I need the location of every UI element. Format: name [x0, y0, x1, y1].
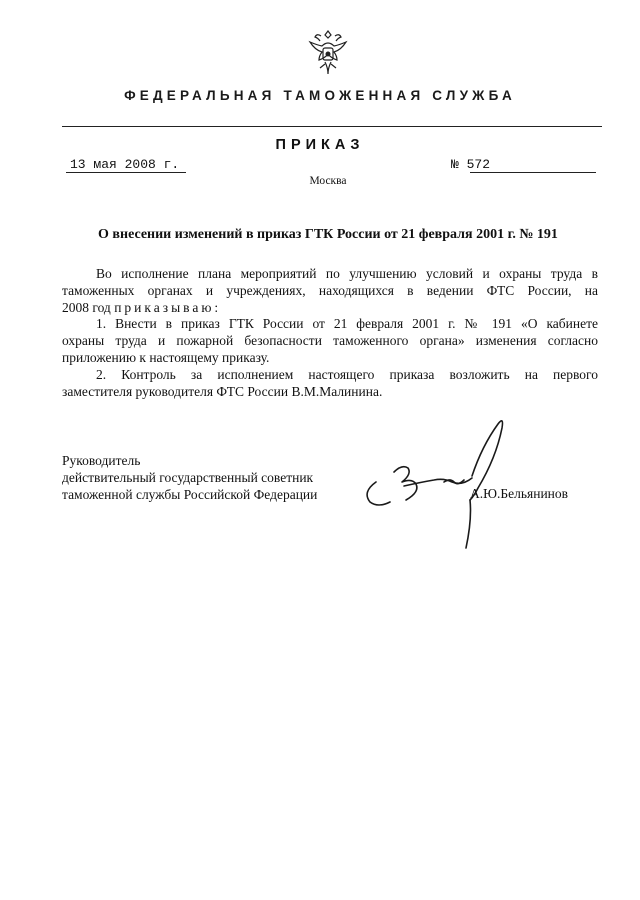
- document-type: ПРИКАЗ: [275, 137, 365, 153]
- preamble-line-3-prefix: 2008 год: [62, 300, 115, 315]
- order-number: № 572: [451, 157, 491, 172]
- item-1-paragraph: [62, 315, 598, 366]
- signatory-title-line-1: Руководитель: [62, 453, 141, 468]
- preamble-line-2: таможенных органах и учреждениях, находящихся в ведении ФТС России, на: [62, 283, 598, 298]
- signer-name: А.Ю.Бельянинов: [470, 486, 569, 501]
- item-2-line-2: заместителя руководителя ФТС России В.М.Малинина.: [62, 384, 383, 399]
- signatory-title-line-2: действительный государственный советник: [62, 470, 314, 485]
- item-2-line-1: 2. Контроль за исполнением настоящего приказа возложить на первого: [96, 367, 598, 382]
- item-1-line-3: приложению к настоящему приказу.: [62, 350, 270, 365]
- handwritten-signature-icon: [354, 412, 514, 552]
- city: Москва: [309, 175, 347, 187]
- russian-coat-of-arms-icon: [307, 28, 349, 78]
- item-1-line-1: 1. Внести в приказ ГТК России от 21 февраля 2001 г. № 191 «О кабинете: [96, 316, 598, 331]
- number-underline: [470, 172, 596, 173]
- document-heading: О внесении изменений в приказ ГТК России от 21 февраля 2001 г. № 191: [98, 227, 558, 242]
- order-word: приказываю:: [114, 300, 222, 315]
- date-underline: [66, 172, 186, 173]
- signatory-title: [62, 452, 317, 503]
- preamble-paragraph: [62, 265, 598, 316]
- signatory-title-line-3: таможенной службы Российской Федерации: [62, 487, 318, 502]
- agency-name: ФЕДЕРАЛЬНАЯ ТАМОЖЕННАЯ СЛУЖБА: [124, 88, 516, 103]
- preamble-line-1: Во исполнение плана мероприятий по улучшению условий и охраны труда в: [96, 266, 598, 281]
- order-date: 13 мая 2008 г.: [70, 157, 180, 172]
- item-2-paragraph: [62, 366, 598, 400]
- item-1-line-2: охраны труда и пожарной безопасности таможенного органа» изменения согласно: [62, 333, 598, 348]
- header-divider: [62, 126, 602, 127]
- preamble-line-3: [62, 299, 598, 316]
